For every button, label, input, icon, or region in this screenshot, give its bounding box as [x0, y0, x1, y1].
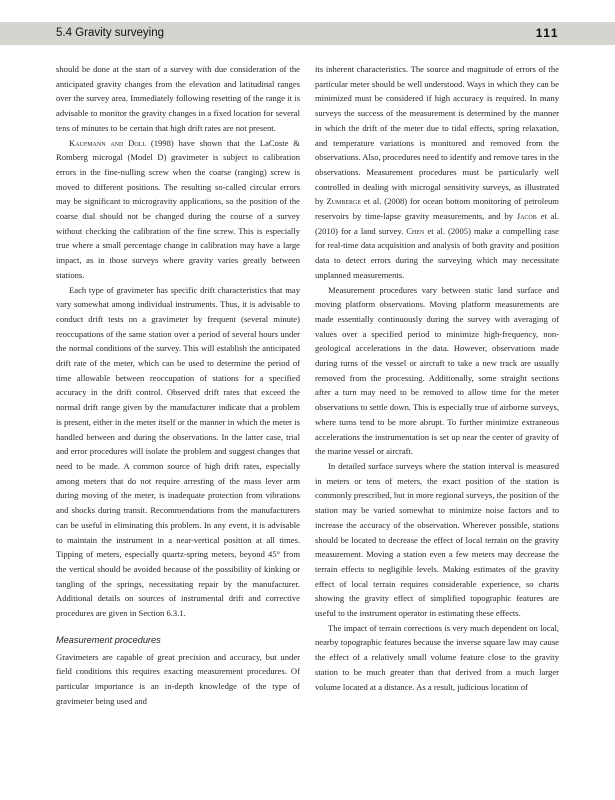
page-number: 111 — [535, 26, 559, 40]
author-citation: Chen — [406, 225, 425, 236]
paragraph: Gravimeters are capable of great precision and accuracy, but under field conditions this requires exacting measurement procedures. Of particular importance is an in-depth knowledge of the type of gravimeter being used and — [56, 651, 300, 706]
paragraph: Measurement procedures vary between static land surface and moving platform observations. Moving platform measurements are made essentially continuously during the survey with averaging of values over a specified period to minimize high-frequency, non-geological accelerations in the data. However, observations made during turns of the vessel or aircraft to take a new track are usually removed from the processing. Additionally, some straight sections after a turn may need to be removed to allow time for the meter observations to settle down. This is especially true of airborne surveys, where turns tend to be more abrupt. To further minimize extraneous accelerations the instrumentation is set up near the center of gravity of the marine vessel or aircraft. — [315, 284, 559, 457]
paragraph-text: et al. (2010) for a land survey. — [315, 211, 559, 236]
paragraph: Each type of gravimeter has specific drift characteristics that may vary somewhat among individual instruments. Thus, it is advisable to conduct drift tests on a gravimeter by frequent (several minute) reoccupations of the same station over a period of several hours under the normal conditions of the survey. This will establish the anticipated drift rate of the meter, which can be used to determine the period of time allowable between reoccupation of stations for a specified accuracy in the drift control. Observed drift rates that exceed the normal drift range given by the manufacturer indicate that a problem is present, either in the meter itself or the manner in which the meter is handled between and during the observations. In the latter case, trial and error procedures will isolate the problem and suggest changes that need to be made. A common source of high drift rates, especially among meters that do not require arresting of the mass lever arm during moving of the meter, is inadequate protection from vibrations and shocks during transit. Recommendations from the manufacturers can be useful in eliminating this problem. In any event, it is advisable to maintain the instrument in a near-vertical position at all times. Tipping of meters, especially quartz-spring meters, beyond 45° from the vertical should be avoided because of the possibility of kinking or tangling of the springs, necessitating repair by the manufacturer. Additional details on sources of instrumental drift and corrective procedures are given in Section 6.3.1. — [56, 284, 300, 619]
paragraph-text: et al. (2008) for ocean bottom monitoring of petroleum reservoirs by time-lapse gravity measurements, and by — [315, 196, 559, 222]
running-header-section-title: 5.4 Gravity surveying — [56, 27, 165, 39]
paragraph — [56, 136, 300, 283]
paragraph: should be done at the start of a survey with due consideration of the anticipated gravity changes from the elevation and latitudinal ranges over the survey area. Immediately following resetting of the range it is advisable to monitor the gravity changes in a fixed location for several tens of minutes to be certain that high drift rates are not present. — [56, 64, 300, 133]
paragraph-text: et al. (2005) make a compelling case for real-time data acquisition and analysis of both gravity and position data to detect errors during the surveying which may necessitate unplanned measurements. — [315, 225, 559, 280]
paragraph — [315, 62, 559, 283]
subsection-heading: Measurement procedures — [56, 634, 161, 645]
paragraph-text: its inherent characteristics. The source and magnitude of errors of the particular meter should be well understood. Ways in which they can be minimized must be considered if high accuracy is required. In many surveys the success of the measurement is determined by the manner in which the drift of the meter due to tidal effects, spring relaxation, and temperature variations is monitored and removed from the observations. Also, procedures need to identify and remove tares in the observations. Measurement procedures must be particularly well controlled in dealing with microgal sensitivity surveys, as illustrated by — [315, 64, 559, 207]
author-citation: Jacob — [516, 211, 537, 222]
paragraph-text: (1998) have shown that the LaCoste & Romberg microgal (Model D) gravimeter is subject to calibration errors in the fine-nulling screw when the coarse (ranging) screw is moved to different positions. The resulting so-called circular errors may be significant to microgravity applications, so the position of the coarse dial should not be changed during the course of a survey without checking the calibration of the fine screw. This is especially true where a small percentage change in calibration may have a large impact, as in those surveys where gravity varies greatly between stations. — [56, 137, 300, 280]
right-column — [315, 62, 559, 694]
author-citation: Zumberge — [326, 196, 362, 207]
paragraph: In detailed surface surveys where the station interval is measured in meters or tens of meters, the exact position of the station is commonly prescribed, but in more regional surveys, the position of the station may be varied somewhat to minimize noise factors and to increase the accuracy of the observation. Wherever possible, stations should be located to decrease the effect of local terrain on the gravity measurement. Moving a station even a few meters may decrease the terrain effects to negligible levels. Making estimates of the gravity effect of local terrain requires considerable experience, so charts showing the gravity effect of simplified topographic features are useful to the instrument operator in estimating these effects. — [315, 460, 559, 619]
left-column — [56, 62, 300, 709]
author-citation: Kaufmann and Doll — [69, 137, 147, 148]
paragraph: The impact of terrain corrections is very much dependent on local, nearby topographic features because the inverse square law may cause the effect of a relatively small volume feature close to the gravity station to be much greater than that derived from a much larger volume located at a distance. As a result, judicious location of — [315, 622, 559, 692]
